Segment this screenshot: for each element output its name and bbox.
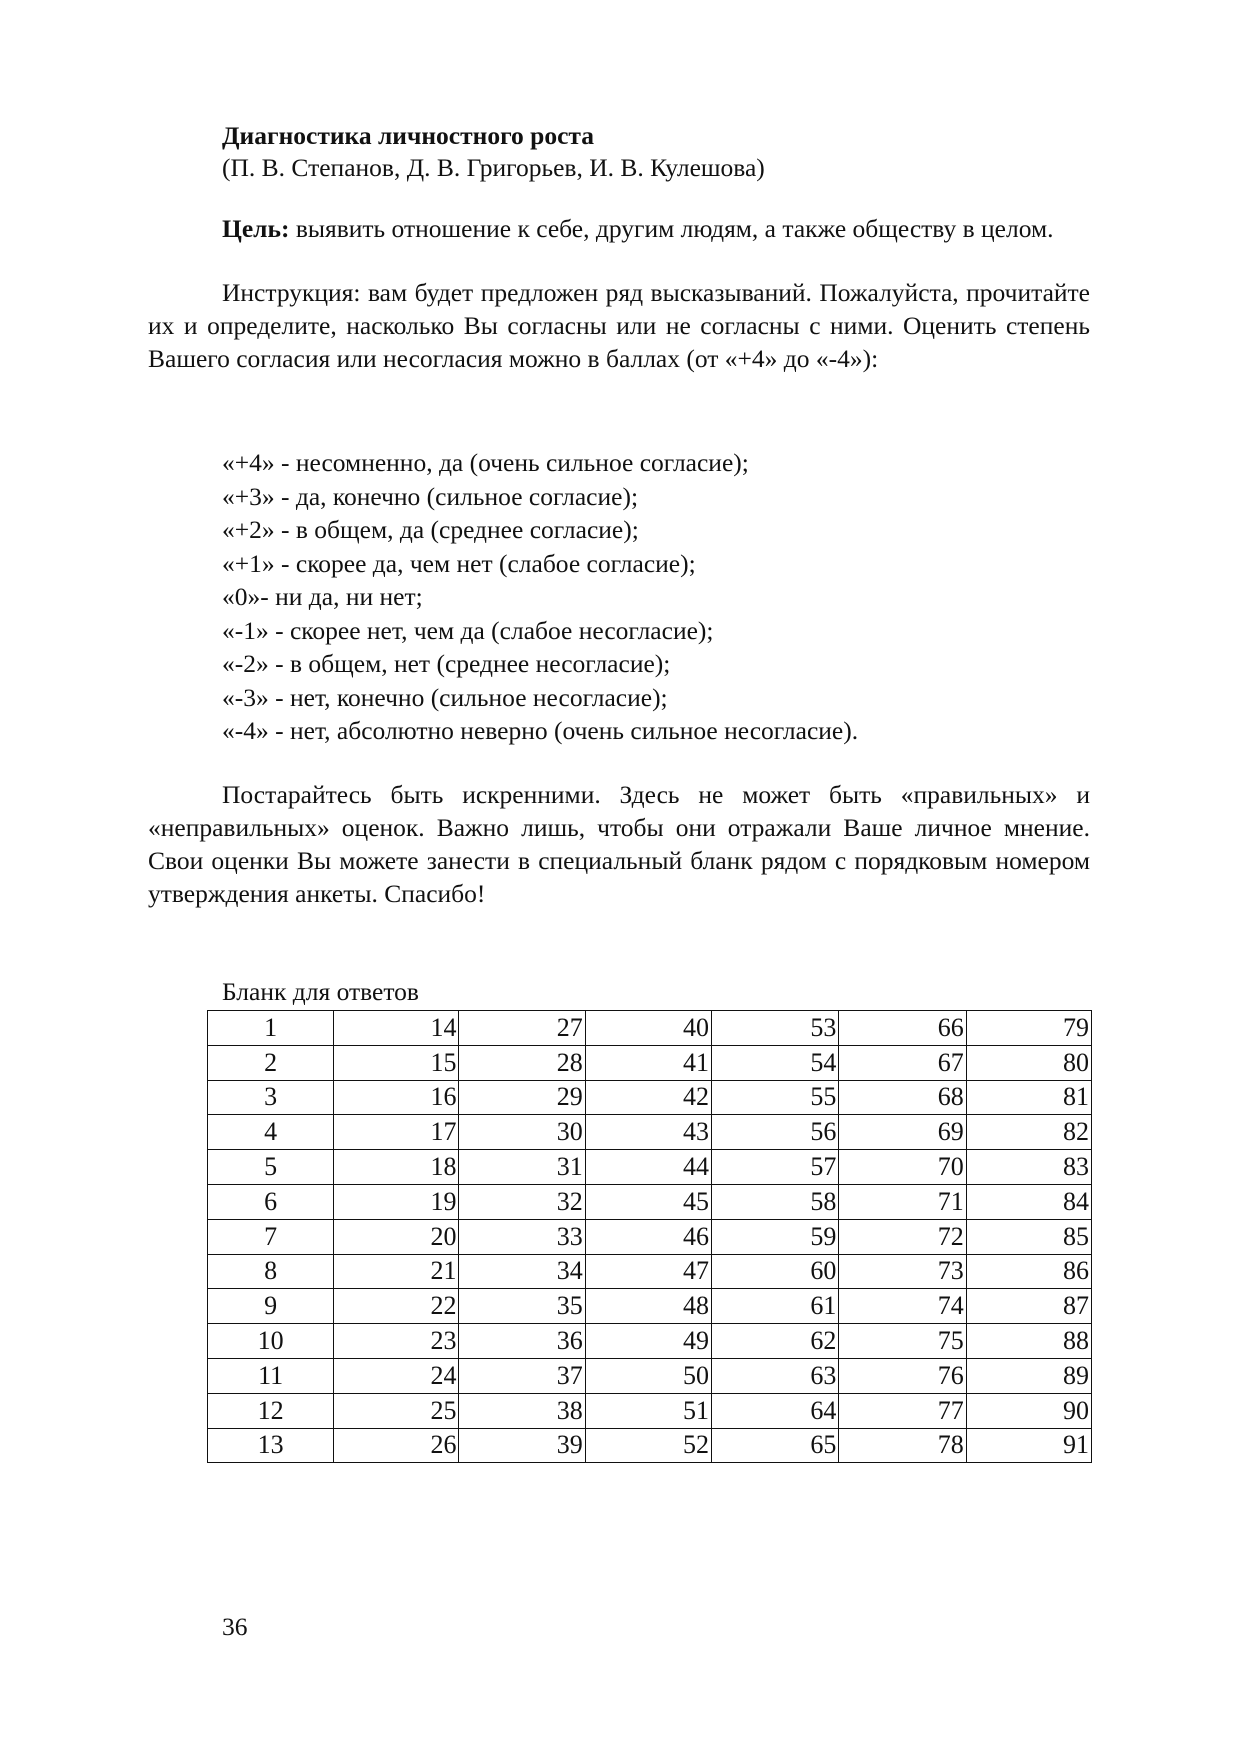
answer-cell[interactable]: 36 xyxy=(459,1324,585,1359)
answer-cell[interactable]: 54 xyxy=(712,1045,839,1080)
answer-cell[interactable]: 42 xyxy=(585,1080,711,1115)
answer-cell[interactable]: 31 xyxy=(459,1150,585,1185)
table-row xyxy=(208,1011,1092,1046)
answer-cell[interactable]: 51 xyxy=(585,1393,711,1428)
table-row xyxy=(208,1358,1092,1393)
answer-cell[interactable]: 28 xyxy=(459,1045,585,1080)
instruction-section xyxy=(148,276,1090,375)
answer-cell[interactable]: 35 xyxy=(459,1289,585,1324)
rating-scale-list xyxy=(222,446,858,748)
answer-cell[interactable]: 83 xyxy=(966,1150,1091,1185)
answer-cell[interactable]: 47 xyxy=(585,1254,711,1289)
answer-cell[interactable]: 59 xyxy=(712,1219,839,1254)
closing-section xyxy=(148,778,1090,910)
table-row xyxy=(208,1184,1092,1219)
answer-cell[interactable]: 53 xyxy=(712,1011,839,1046)
table-row xyxy=(208,1289,1092,1324)
table-row xyxy=(208,1080,1092,1115)
answer-cell[interactable]: 43 xyxy=(585,1115,711,1150)
document-authors: (П. В. Степанов, Д. В. Григорьев, И. В. Кулешова) xyxy=(222,153,765,182)
scale-item: «0»- ни да, ни нет; xyxy=(222,582,423,611)
answer-cell[interactable]: 55 xyxy=(712,1080,839,1115)
answer-cell[interactable]: 5 xyxy=(208,1150,334,1185)
answer-cell[interactable]: 68 xyxy=(839,1080,966,1115)
answer-cell[interactable]: 44 xyxy=(585,1150,711,1185)
answer-cell[interactable]: 77 xyxy=(839,1393,966,1428)
answer-cell[interactable]: 25 xyxy=(334,1393,459,1428)
answer-cell[interactable]: 38 xyxy=(459,1393,585,1428)
answer-cell[interactable]: 15 xyxy=(334,1045,459,1080)
answer-cell[interactable]: 86 xyxy=(966,1254,1091,1289)
answer-cell[interactable]: 75 xyxy=(839,1324,966,1359)
answer-cell[interactable]: 20 xyxy=(334,1219,459,1254)
answer-cell[interactable]: 84 xyxy=(966,1184,1091,1219)
answer-cell[interactable]: 26 xyxy=(334,1428,459,1463)
answer-cell[interactable]: 32 xyxy=(459,1184,585,1219)
answer-cell[interactable]: 8 xyxy=(208,1254,334,1289)
scale-item: «+4» - несомненно, да (очень сильное согласие); xyxy=(222,448,749,477)
answer-cell[interactable]: 9 xyxy=(208,1289,334,1324)
answer-cell[interactable]: 29 xyxy=(459,1080,585,1115)
answer-cell[interactable]: 89 xyxy=(966,1358,1091,1393)
scale-item: «-3» - нет, конечно (сильное несогласие); xyxy=(222,682,668,712)
scale-item: «+3» - да, конечно (сильное согласие); xyxy=(222,481,639,511)
answer-cell[interactable]: 61 xyxy=(712,1289,839,1324)
table-row xyxy=(208,1115,1092,1150)
table-row xyxy=(208,1324,1092,1359)
answer-cell[interactable]: 33 xyxy=(459,1219,585,1254)
answer-cell[interactable]: 34 xyxy=(459,1254,585,1289)
answer-cell[interactable]: 18 xyxy=(334,1150,459,1185)
answer-cell[interactable]: 72 xyxy=(839,1219,966,1254)
answer-cell[interactable]: 39 xyxy=(459,1428,585,1463)
answer-cell[interactable]: 67 xyxy=(839,1045,966,1080)
table-row xyxy=(208,1393,1092,1428)
answer-cell[interactable]: 62 xyxy=(712,1324,839,1359)
answer-cell[interactable]: 57 xyxy=(712,1150,839,1185)
document-title: Диагностика личностного роста xyxy=(222,121,594,150)
answer-cell[interactable]: 56 xyxy=(712,1115,839,1150)
answer-cell[interactable]: 70 xyxy=(839,1150,966,1185)
answer-cell[interactable]: 22 xyxy=(334,1289,459,1324)
answer-cell[interactable]: 50 xyxy=(585,1358,711,1393)
answer-cell[interactable]: 73 xyxy=(839,1254,966,1289)
table-row xyxy=(208,1428,1092,1463)
answer-cell[interactable]: 80 xyxy=(966,1045,1091,1080)
answer-cell[interactable]: 13 xyxy=(208,1428,334,1463)
table-caption: Бланк для ответов xyxy=(222,977,419,1006)
scale-item: «-4» - нет, абсолютно неверно (очень сильное несогласие). xyxy=(222,716,859,745)
answer-cell[interactable]: 19 xyxy=(334,1184,459,1219)
answer-cell[interactable]: 85 xyxy=(966,1219,1091,1254)
answer-cell[interactable]: 21 xyxy=(334,1254,459,1289)
answer-cell[interactable]: 88 xyxy=(966,1324,1091,1359)
answer-cell[interactable]: 91 xyxy=(966,1428,1091,1463)
answer-cell[interactable]: 69 xyxy=(839,1115,966,1150)
goal-label: Цель: xyxy=(222,214,290,243)
answer-sheet-body xyxy=(208,1011,1092,1463)
closing-paragraph: Постарайтесь быть искренними. Здесь не может быть «правильных» и «неправильных» оценок. Важно лишь, чтобы они отражали Ваше личное мнение. Свои оценки Вы можете занести в специальный бланк рядом с порядковым номером утверждения анкеты. Спасибо! xyxy=(148,780,1090,908)
answer-cell[interactable]: 7 xyxy=(208,1219,334,1254)
scale-item: «+1» - скорее да, чем нет (слабое согласие); xyxy=(222,548,696,578)
answer-cell[interactable]: 14 xyxy=(334,1011,459,1046)
answer-cell[interactable]: 37 xyxy=(459,1358,585,1393)
answer-cell[interactable]: 63 xyxy=(712,1358,839,1393)
answer-cell[interactable]: 41 xyxy=(585,1045,711,1080)
table-row xyxy=(208,1150,1092,1185)
answer-cell[interactable]: 48 xyxy=(585,1289,711,1324)
answer-cell[interactable]: 45 xyxy=(585,1184,711,1219)
instruction-paragraph: Инструкция: вам будет предложен ряд высказываний. Пожалуйста, прочитайте их и определите, насколько Вы согласны или не согласны с ними. Оценить степень Вашего согласия или несогласия можно в баллах (от «+4» до «-4»): xyxy=(148,278,1090,373)
answer-cell[interactable]: 46 xyxy=(585,1219,711,1254)
answer-cell[interactable]: 1 xyxy=(208,1011,334,1046)
answer-cell[interactable]: 66 xyxy=(839,1011,966,1046)
answer-cell[interactable]: 12 xyxy=(208,1393,334,1428)
goal-paragraph xyxy=(148,212,1090,245)
answer-cell[interactable]: 6 xyxy=(208,1184,334,1219)
answer-cell[interactable]: 3 xyxy=(208,1080,334,1115)
answer-sheet-table xyxy=(207,1010,1092,1463)
page-number: 36 xyxy=(222,1612,248,1641)
answer-cell[interactable]: 79 xyxy=(966,1011,1091,1046)
answer-cell[interactable]: 64 xyxy=(712,1393,839,1428)
answer-cell[interactable]: 78 xyxy=(839,1428,966,1463)
answer-cell[interactable]: 52 xyxy=(585,1428,711,1463)
answer-cell[interactable]: 4 xyxy=(208,1115,334,1150)
answer-cell[interactable]: 58 xyxy=(712,1184,839,1219)
answer-cell[interactable]: 24 xyxy=(334,1358,459,1393)
answer-cell[interactable]: 40 xyxy=(585,1011,711,1046)
answer-cell[interactable]: 11 xyxy=(208,1358,334,1393)
table-row xyxy=(208,1045,1092,1080)
answer-cell[interactable]: 10 xyxy=(208,1324,334,1359)
answer-cell[interactable]: 16 xyxy=(334,1080,459,1115)
table-row xyxy=(208,1219,1092,1254)
answer-cell[interactable]: 76 xyxy=(839,1358,966,1393)
answer-cell[interactable]: 49 xyxy=(585,1324,711,1359)
answer-cell[interactable]: 17 xyxy=(334,1115,459,1150)
answer-cell[interactable]: 87 xyxy=(966,1289,1091,1324)
scale-item: «-1» - скорее нет, чем да (слабое несогласие); xyxy=(222,615,714,645)
goal-text: выявить отношение к себе, другим людям, а также обществу в целом. xyxy=(289,214,1054,243)
scale-item: «-2» - в общем, нет (среднее несогласие); xyxy=(222,649,671,678)
answer-cell[interactable]: 71 xyxy=(839,1184,966,1219)
answer-cell[interactable]: 23 xyxy=(334,1324,459,1359)
table-row xyxy=(208,1254,1092,1289)
answer-cell[interactable]: 65 xyxy=(712,1428,839,1463)
answer-cell[interactable]: 60 xyxy=(712,1254,839,1289)
answer-cell[interactable]: 27 xyxy=(459,1011,585,1046)
goal-section xyxy=(148,212,1090,245)
answer-cell[interactable]: 74 xyxy=(839,1289,966,1324)
answer-cell[interactable]: 82 xyxy=(966,1115,1091,1150)
answer-cell[interactable]: 90 xyxy=(966,1393,1091,1428)
answer-cell[interactable]: 30 xyxy=(459,1115,585,1150)
answer-cell[interactable]: 2 xyxy=(208,1045,334,1080)
answer-cell[interactable]: 81 xyxy=(966,1080,1091,1115)
scale-item: «+2» - в общем, да (среднее согласие); xyxy=(222,515,639,544)
